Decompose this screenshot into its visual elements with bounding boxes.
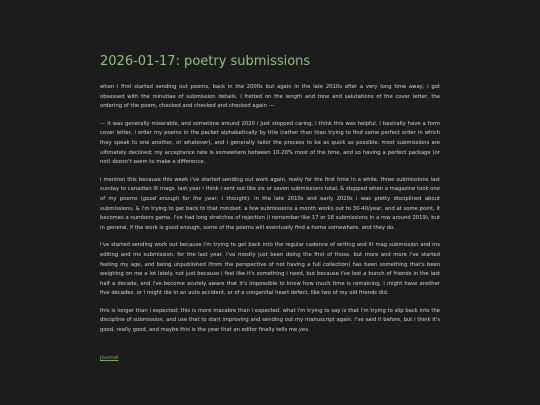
paragraph-4: i've started sending work out because i'm trying to get back into the regular cadence of writing and lit mag submission and ms editing and ms submission. for the last year, i've mostly just been doing the first of those. but more and more i've started feeling my age, and being unpublished (from the perspective of not having a full collection) has been something that's been weighing on me a lot lately. not just because i feel like it's something i need, but because i've lost a bunch of friends in the last half a decade, and i've become acutely aware that it's impossible to know how much time is remaining. i might have another five decades. or i might die in an auto accident, or of a congenital heart defect, like two of my old friends did. (100, 242, 440, 297)
paragraph-2: — it was generally miserable, and sometime around 2020 i just stopped caring. i think this was helpful. i basically have a form cover letter, i order my poems in the packet alphabetically by title (rather than than trying to find some perfect order in which they speak to one another, or whatever), and i generally tailor the process to be as quick as possible. most submissions are ultimately declined; my acceptance rate is somewhere between 10-20% most of the time, and so having a perfect package (or not) doesn't seem to make a difference. (100, 120, 440, 166)
paragraph-3 (100, 176, 440, 234)
blog-post (100, 54, 440, 363)
journal-tag-link[interactable]: journal (100, 354, 119, 361)
paragraph-5 (100, 307, 440, 336)
paragraph-3-text-a: i mention this because this week i've started sending out work again, really for the first time in a while. three submissions last sunday to canadian lit mags. last year i think i sent out like six or seven submissions total, & stopped when a magazine took one of my poems ( (100, 176, 440, 202)
paragraph-3-text-b: , i thought). in the late 2010s and early 2020s i was pretty disciplined about submissions, & i'm trying to get back to that mindset. a few submissions a month works out to 30-40/year, and at some point, it becomes a numbers game. i've had long stretches of rejection (i remember like 17 or 18 submissions in a row around 2019), but in general, if the work is good enough, some of the poems will eventually find a home somewhere. and they do. (100, 195, 440, 231)
paragraph-5-text-a: this is longer than i expected; this is more macabre than i expected. what i'm trying to say is that i'm trying to slip back into the discipline of submission, and use that to start improving and sending out my manuscript again. i've said it before, but i think it's good, really good, and maybe this is the year that an editor finally tells me (100, 307, 440, 334)
paragraph-5-text-b: . (307, 327, 310, 334)
paragraph-5-emphasis: yes (298, 327, 308, 334)
paragraph-3-emphasis: good enough for the year (142, 195, 217, 202)
paragraph-1: when i first started sending out poems, back in the 2000s but again in the late 2010s after a very long time away, i got obsessed with the minutiae of submission details. i fretted on the length and tone and salutations of the cover letter, the ordering of the poem, checked and checked and checked again — (100, 84, 440, 110)
post-title: 2026-01-17: poetry submissions (100, 54, 311, 69)
